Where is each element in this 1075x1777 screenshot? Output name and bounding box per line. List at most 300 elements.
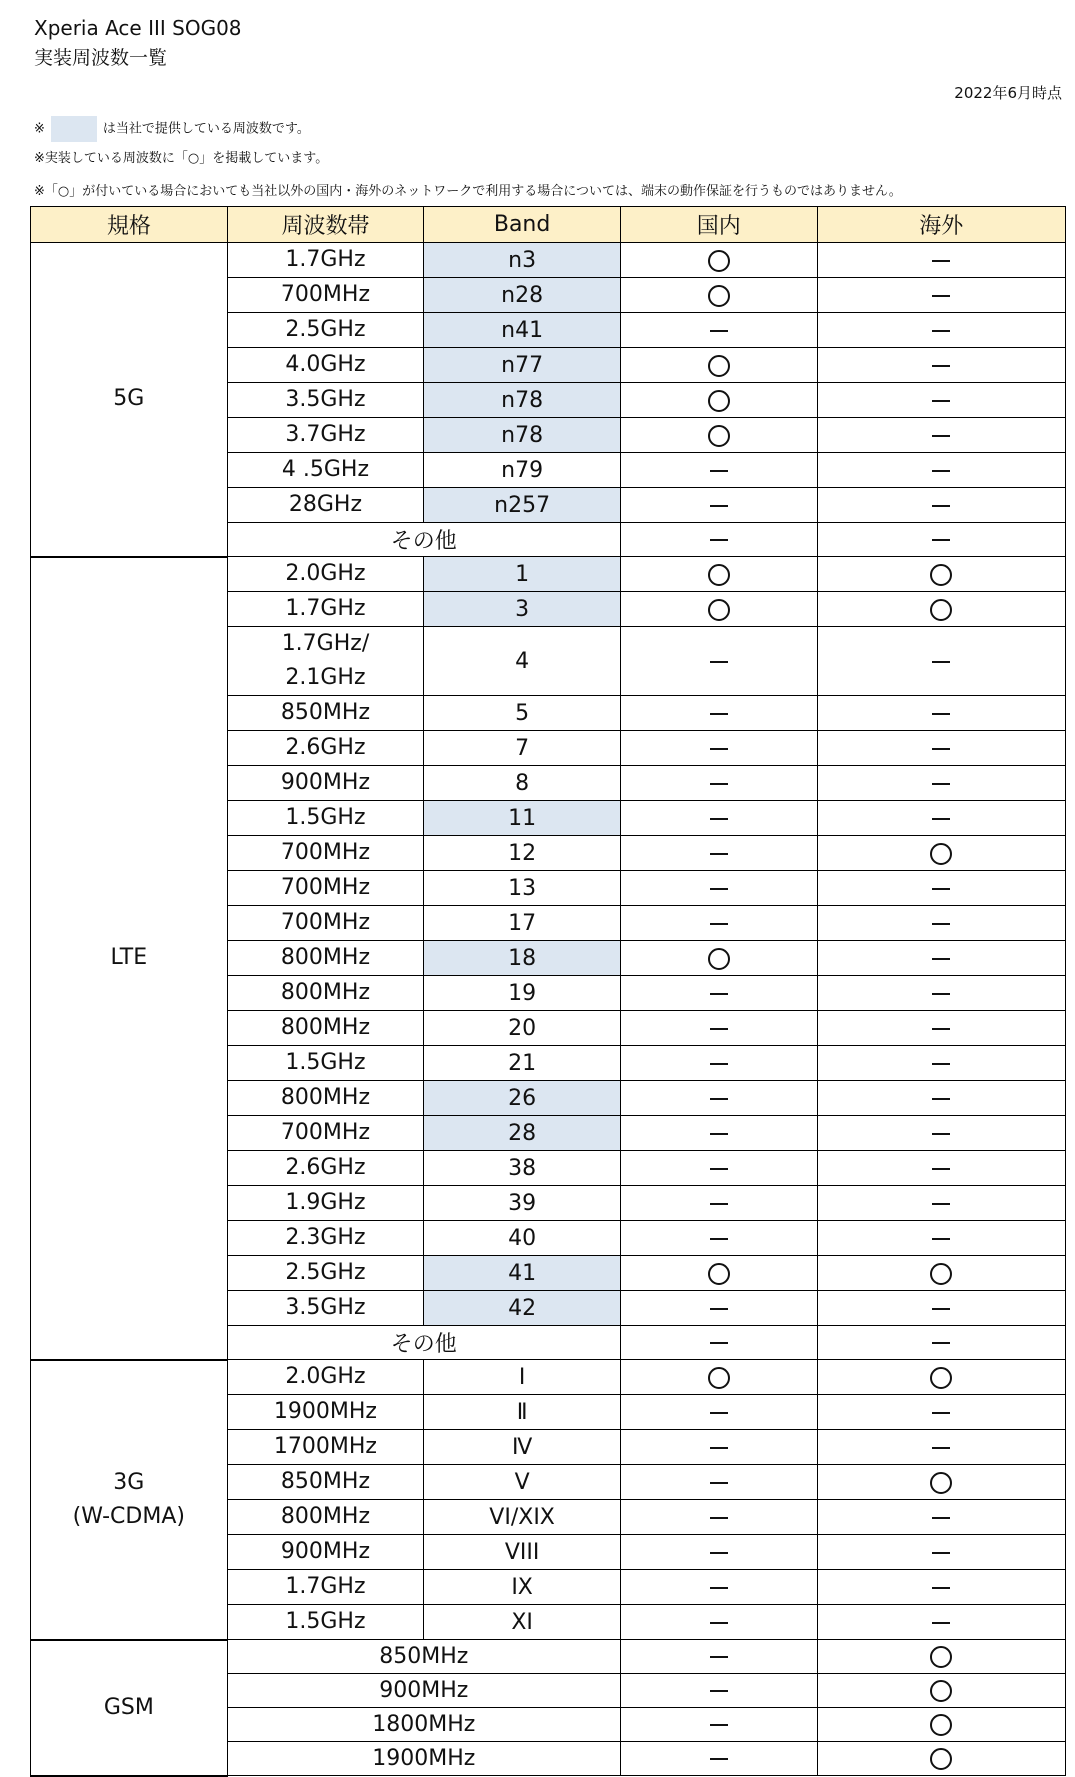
band-cell: 21 — [424, 1046, 621, 1081]
frequency-cell — [227, 731, 424, 766]
domestic-cell — [620, 1708, 817, 1742]
dash-icon — [710, 748, 728, 750]
band-cell: IX — [424, 1570, 621, 1605]
frequency-text: 4.0GHz — [285, 352, 366, 377]
domestic-cell — [620, 557, 817, 592]
band-cell: V — [424, 1465, 621, 1500]
overseas-cell — [817, 453, 1065, 488]
band-cell: VI/XIX — [424, 1500, 621, 1535]
band-cell: n77 — [424, 348, 621, 383]
frequency-text: 4 .5GHz — [281, 457, 370, 482]
frequency-cell — [227, 383, 424, 418]
overseas-cell — [817, 1430, 1065, 1465]
frequency-cell — [227, 278, 424, 313]
overseas-cell — [817, 1570, 1065, 1605]
table-row — [31, 1360, 1066, 1395]
band-cell: 42 — [424, 1291, 621, 1326]
frequency-cell — [227, 1360, 424, 1395]
domestic-cell — [620, 627, 817, 696]
overseas-cell — [817, 1500, 1065, 1535]
band-cell: n3 — [424, 243, 621, 278]
band-cell: n28 — [424, 278, 621, 313]
frequency-text: 2.5GHz — [285, 317, 366, 342]
frequency-text: 700MHz — [280, 875, 370, 900]
overseas-cell — [817, 348, 1065, 383]
overseas-cell — [817, 871, 1065, 906]
standard-cell — [31, 243, 228, 557]
standard-name: LTE — [110, 945, 148, 970]
dash-icon — [932, 1238, 950, 1240]
frequency-cell — [227, 976, 424, 1011]
dash-icon — [710, 888, 728, 890]
frequency-text: 800MHz — [280, 1085, 370, 1110]
frequency-cell — [227, 1570, 424, 1605]
dash-icon — [932, 365, 950, 367]
frequency-text: 800MHz — [280, 980, 370, 1005]
domestic-cell — [620, 1326, 817, 1360]
circle-icon — [708, 355, 730, 377]
merged-frequency-cell: 900MHz — [227, 1674, 620, 1708]
frequency-text: 2.3GHz — [285, 1225, 366, 1250]
overseas-cell — [817, 1742, 1065, 1776]
domestic-cell — [620, 1742, 817, 1776]
domestic-cell — [620, 941, 817, 976]
band-cell: 19 — [424, 976, 621, 1011]
frequency-text: 2.0GHz — [285, 561, 366, 586]
overseas-cell — [817, 1605, 1065, 1640]
domestic-cell — [620, 1535, 817, 1570]
domestic-cell — [620, 453, 817, 488]
as-of-date: 2022年6月時点 — [954, 84, 1062, 102]
band-cell: n41 — [424, 313, 621, 348]
frequency-cell — [227, 1186, 424, 1221]
dash-icon — [710, 1517, 728, 1519]
dash-icon — [932, 260, 950, 262]
circle-icon — [930, 1748, 952, 1770]
dash-icon — [932, 295, 950, 297]
header-standard: 規格 — [31, 207, 228, 243]
dash-icon — [710, 1063, 728, 1065]
domestic-cell — [620, 906, 817, 941]
frequency-text: 800MHz — [280, 1015, 370, 1040]
dash-icon — [710, 1724, 728, 1726]
standard-subname: (W-CDMA) — [72, 1503, 185, 1529]
dash-icon — [932, 505, 950, 507]
domestic-cell — [620, 1291, 817, 1326]
overseas-cell — [817, 488, 1065, 523]
circle-icon — [708, 564, 730, 586]
frequency-cell — [227, 1046, 424, 1081]
domestic-cell — [620, 1256, 817, 1291]
dash-icon — [710, 1622, 728, 1624]
frequency-cell — [227, 801, 424, 836]
circle-icon — [930, 564, 952, 586]
dash-icon — [710, 661, 728, 663]
band-cell: 41 — [424, 1256, 621, 1291]
dash-icon — [932, 1447, 950, 1449]
domestic-cell — [620, 766, 817, 801]
document-title: Xperia Ace III SOG08 — [34, 16, 242, 40]
dash-icon — [710, 1552, 728, 1554]
dash-icon — [710, 1482, 728, 1484]
overseas-cell — [817, 1535, 1065, 1570]
dash-icon — [710, 1758, 728, 1760]
frequency-cell — [227, 1605, 424, 1640]
standard-cell — [31, 1360, 228, 1640]
table-row — [31, 557, 1066, 592]
dash-icon — [710, 1238, 728, 1240]
overseas-cell — [817, 592, 1065, 627]
dash-icon — [710, 1133, 728, 1135]
domestic-cell — [620, 313, 817, 348]
domestic-cell — [620, 1360, 817, 1395]
frequency-cell — [227, 418, 424, 453]
circle-icon — [708, 425, 730, 447]
table-row — [31, 1640, 1066, 1674]
overseas-cell — [817, 1186, 1065, 1221]
merged-frequency-cell: 1800MHz — [227, 1708, 620, 1742]
frequency-text: 1.7GHz — [285, 1574, 366, 1599]
frequency-cell — [227, 1430, 424, 1465]
band-cell: 28 — [424, 1116, 621, 1151]
frequency-text: 1.7GHz/ — [281, 631, 370, 656]
overseas-cell — [817, 1046, 1065, 1081]
dash-icon — [710, 1656, 728, 1658]
band-cell: n78 — [424, 383, 621, 418]
frequency-text: 700MHz — [280, 1120, 370, 1145]
circle-icon — [930, 1680, 952, 1702]
band-cell: n78 — [424, 418, 621, 453]
frequency-cell — [227, 1500, 424, 1535]
document-subtitle: 実装周波数一覧 — [34, 47, 168, 69]
overseas-cell — [817, 418, 1065, 453]
overseas-cell — [817, 836, 1065, 871]
dash-icon — [932, 1308, 950, 1310]
legend-note-prefix: ※ — [34, 121, 45, 137]
frequency-text: 2.0GHz — [285, 1364, 366, 1389]
circle-icon — [930, 1646, 952, 1668]
overseas-cell — [817, 1465, 1065, 1500]
dash-icon — [932, 958, 950, 960]
domestic-cell — [620, 1081, 817, 1116]
frequency-cell — [227, 1151, 424, 1186]
dash-icon — [710, 783, 728, 785]
dash-icon — [932, 470, 950, 472]
dash-icon — [932, 713, 950, 715]
dash-icon — [932, 400, 950, 402]
band-cell: I — [424, 1360, 621, 1395]
dash-icon — [932, 1098, 950, 1100]
table-body — [31, 243, 1066, 1776]
frequency-cell — [227, 766, 424, 801]
domestic-cell — [620, 348, 817, 383]
circle-icon — [708, 285, 730, 307]
domestic-cell — [620, 1151, 817, 1186]
band-cell: 39 — [424, 1186, 621, 1221]
frequency-text: 1.5GHz — [285, 1609, 366, 1634]
frequency-text: 1.9GHz — [285, 1190, 366, 1215]
domestic-cell — [620, 1570, 817, 1605]
overseas-cell — [817, 1256, 1065, 1291]
merged-frequency-cell: その他 — [227, 1326, 620, 1360]
dash-icon — [932, 783, 950, 785]
frequency-text: 800MHz — [280, 1504, 370, 1529]
frequency-text: 1700MHz — [273, 1434, 377, 1459]
frequency-text: 900MHz — [280, 1539, 370, 1564]
band-cell: Ⅳ — [424, 1430, 621, 1465]
band-cell: 3 — [424, 592, 621, 627]
standard-cell — [31, 557, 228, 1360]
dash-icon — [932, 923, 950, 925]
overseas-cell — [817, 696, 1065, 731]
domestic-cell — [620, 836, 817, 871]
dash-icon — [710, 1028, 728, 1030]
dash-icon — [932, 1063, 950, 1065]
domestic-cell — [620, 278, 817, 313]
frequency-cell — [227, 348, 424, 383]
dash-icon — [932, 1587, 950, 1589]
dash-icon — [710, 539, 728, 541]
overseas-cell — [817, 1395, 1065, 1430]
frequency-text: 900MHz — [280, 770, 370, 795]
overseas-cell — [817, 627, 1065, 696]
standard-name: 5G — [113, 386, 145, 412]
overseas-cell — [817, 278, 1065, 313]
dash-icon — [932, 1342, 950, 1344]
band-cell: Ⅱ — [424, 1395, 621, 1430]
domestic-cell — [620, 871, 817, 906]
frequency-cell — [227, 1291, 424, 1326]
band-cell: 26 — [424, 1081, 621, 1116]
circle-icon — [930, 1263, 952, 1285]
domestic-cell — [620, 1640, 817, 1674]
domestic-cell — [620, 1011, 817, 1046]
band-cell: 12 — [424, 836, 621, 871]
merged-frequency-cell: 850MHz — [227, 1640, 620, 1674]
overseas-cell — [817, 1360, 1065, 1395]
overseas-cell — [817, 1116, 1065, 1151]
frequency-cell — [227, 557, 424, 592]
legend-note-text: は当社で提供している周波数です。 — [102, 121, 310, 137]
overseas-cell — [817, 1081, 1065, 1116]
band-cell: 1 — [424, 557, 621, 592]
frequency-cell — [227, 453, 424, 488]
dash-icon — [710, 470, 728, 472]
dash-icon — [710, 1308, 728, 1310]
overseas-cell — [817, 1291, 1065, 1326]
standard-cell — [31, 1640, 228, 1776]
band-cell: 8 — [424, 766, 621, 801]
dash-icon — [932, 661, 950, 663]
header-overseas: 海外 — [817, 207, 1065, 243]
disclaimer-note: ※「○」が付いている場合においても当社以外の国内・海外のネットワークで利用する場合については、端末の動作保証を行うものではありません。 — [34, 184, 902, 199]
dash-icon — [710, 818, 728, 820]
domestic-cell — [620, 1116, 817, 1151]
dash-icon — [710, 330, 728, 332]
frequency-cell — [227, 941, 424, 976]
band-cell: 13 — [424, 871, 621, 906]
frequency-text: 1.5GHz — [285, 1050, 366, 1075]
frequency-cell — [227, 313, 424, 348]
frequency-text: 700MHz — [280, 840, 370, 865]
frequency-cell — [227, 1011, 424, 1046]
band-cell: n257 — [424, 488, 621, 523]
circle-icon — [708, 948, 730, 970]
header-domestic: 国内 — [620, 207, 817, 243]
band-cell: 20 — [424, 1011, 621, 1046]
circle-icon — [930, 1367, 952, 1389]
overseas-cell — [817, 1011, 1065, 1046]
overseas-cell — [817, 1221, 1065, 1256]
overseas-cell — [817, 766, 1065, 801]
frequency-text: 2.5GHz — [285, 1260, 366, 1285]
table-row — [31, 243, 1066, 278]
frequency-cell — [227, 836, 424, 871]
domestic-cell — [620, 243, 817, 278]
overseas-cell — [817, 557, 1065, 592]
frequency-cell — [227, 1221, 424, 1256]
standard-name: GSM — [103, 1694, 154, 1720]
frequency-cell — [227, 488, 424, 523]
overseas-cell — [817, 1640, 1065, 1674]
overseas-cell — [817, 313, 1065, 348]
overseas-cell — [817, 801, 1065, 836]
overseas-cell — [817, 731, 1065, 766]
overseas-cell — [817, 523, 1065, 557]
overseas-cell — [817, 1674, 1065, 1708]
overseas-cell — [817, 1326, 1065, 1360]
domestic-cell — [620, 731, 817, 766]
domestic-cell — [620, 976, 817, 1011]
domestic-cell — [620, 1395, 817, 1430]
band-cell: 18 — [424, 941, 621, 976]
dash-icon — [710, 923, 728, 925]
dash-icon — [932, 1203, 950, 1205]
overseas-cell — [817, 1708, 1065, 1742]
frequency-text: 1.7GHz — [285, 247, 366, 272]
dash-icon — [932, 1412, 950, 1414]
band-cell: 5 — [424, 696, 621, 731]
frequency-text: 28GHz — [288, 492, 363, 517]
overseas-cell — [817, 941, 1065, 976]
frequency-cell — [227, 906, 424, 941]
frequency-text: 850MHz — [280, 1469, 370, 1494]
frequency-cell — [227, 1395, 424, 1430]
domestic-cell — [620, 592, 817, 627]
dash-icon — [932, 1133, 950, 1135]
domestic-cell — [620, 383, 817, 418]
dash-icon — [710, 1690, 728, 1692]
band-cell: 40 — [424, 1221, 621, 1256]
domestic-cell — [620, 1046, 817, 1081]
header-frequency: 周波数帯 — [227, 207, 424, 243]
circle-icon — [708, 1263, 730, 1285]
domestic-cell — [620, 1674, 817, 1708]
frequency-cell — [227, 1081, 424, 1116]
dash-icon — [932, 748, 950, 750]
dash-icon — [932, 1552, 950, 1554]
band-cell: n79 — [424, 453, 621, 488]
overseas-cell — [817, 383, 1065, 418]
circle-icon — [708, 250, 730, 272]
dash-icon — [710, 1587, 728, 1589]
frequency-cell — [227, 871, 424, 906]
frequency-cell — [227, 696, 424, 731]
merged-frequency-cell: 1900MHz — [227, 1742, 620, 1776]
dash-icon — [932, 993, 950, 995]
legend-note — [34, 116, 310, 142]
overseas-cell — [817, 1151, 1065, 1186]
domestic-cell — [620, 1465, 817, 1500]
overseas-cell — [817, 976, 1065, 1011]
dash-icon — [932, 1517, 950, 1519]
dash-icon — [710, 713, 728, 715]
band-cell: 11 — [424, 801, 621, 836]
dash-icon — [710, 505, 728, 507]
domestic-cell — [620, 488, 817, 523]
band-cell: 38 — [424, 1151, 621, 1186]
frequency-text: 1.5GHz — [285, 805, 366, 830]
dash-icon — [710, 1447, 728, 1449]
frequency-text: 3.5GHz — [285, 387, 366, 412]
frequency-text: 3.7GHz — [285, 422, 366, 447]
overseas-cell — [817, 906, 1065, 941]
domestic-cell — [620, 696, 817, 731]
frequency-cell — [227, 1116, 424, 1151]
dash-icon — [932, 1168, 950, 1170]
domestic-cell — [620, 1430, 817, 1465]
frequency-text-line2: 2.1GHz — [285, 665, 366, 690]
dash-icon — [932, 888, 950, 890]
frequency-text: 1.7GHz — [285, 596, 366, 621]
circle-icon — [930, 599, 952, 621]
dash-icon — [932, 539, 950, 541]
frequency-cell — [227, 1256, 424, 1291]
frequency-text: 2.6GHz — [285, 735, 366, 760]
dash-icon — [710, 1098, 728, 1100]
frequency-cell — [227, 627, 424, 696]
frequency-text: 3.5GHz — [285, 1295, 366, 1320]
dash-icon — [710, 1203, 728, 1205]
frequency-text: 1900MHz — [273, 1399, 377, 1424]
circle-icon — [930, 843, 952, 865]
circle-icon — [708, 599, 730, 621]
dash-icon — [932, 818, 950, 820]
highlight-swatch — [51, 116, 97, 142]
frequency-cell — [227, 1535, 424, 1570]
frequency-text: 700MHz — [280, 282, 370, 307]
frequency-text: 2.6GHz — [285, 1155, 366, 1180]
circle-icon — [930, 1714, 952, 1736]
dash-icon — [932, 1622, 950, 1624]
dash-icon — [710, 993, 728, 995]
dash-icon — [710, 1342, 728, 1344]
band-cell: 17 — [424, 906, 621, 941]
table-header-row — [31, 207, 1066, 243]
dash-icon — [710, 853, 728, 855]
dash-icon — [932, 435, 950, 437]
dash-icon — [710, 1168, 728, 1170]
domestic-cell — [620, 1605, 817, 1640]
domestic-cell — [620, 1500, 817, 1535]
implemented-note: ※実装している周波数に「○」を掲載しています。 — [34, 151, 329, 166]
frequency-table — [30, 206, 1066, 1777]
header-band: Band — [424, 207, 621, 243]
dash-icon — [710, 1412, 728, 1414]
frequency-cell — [227, 243, 424, 278]
dash-icon — [932, 1028, 950, 1030]
frequency-text: 850MHz — [280, 700, 370, 725]
